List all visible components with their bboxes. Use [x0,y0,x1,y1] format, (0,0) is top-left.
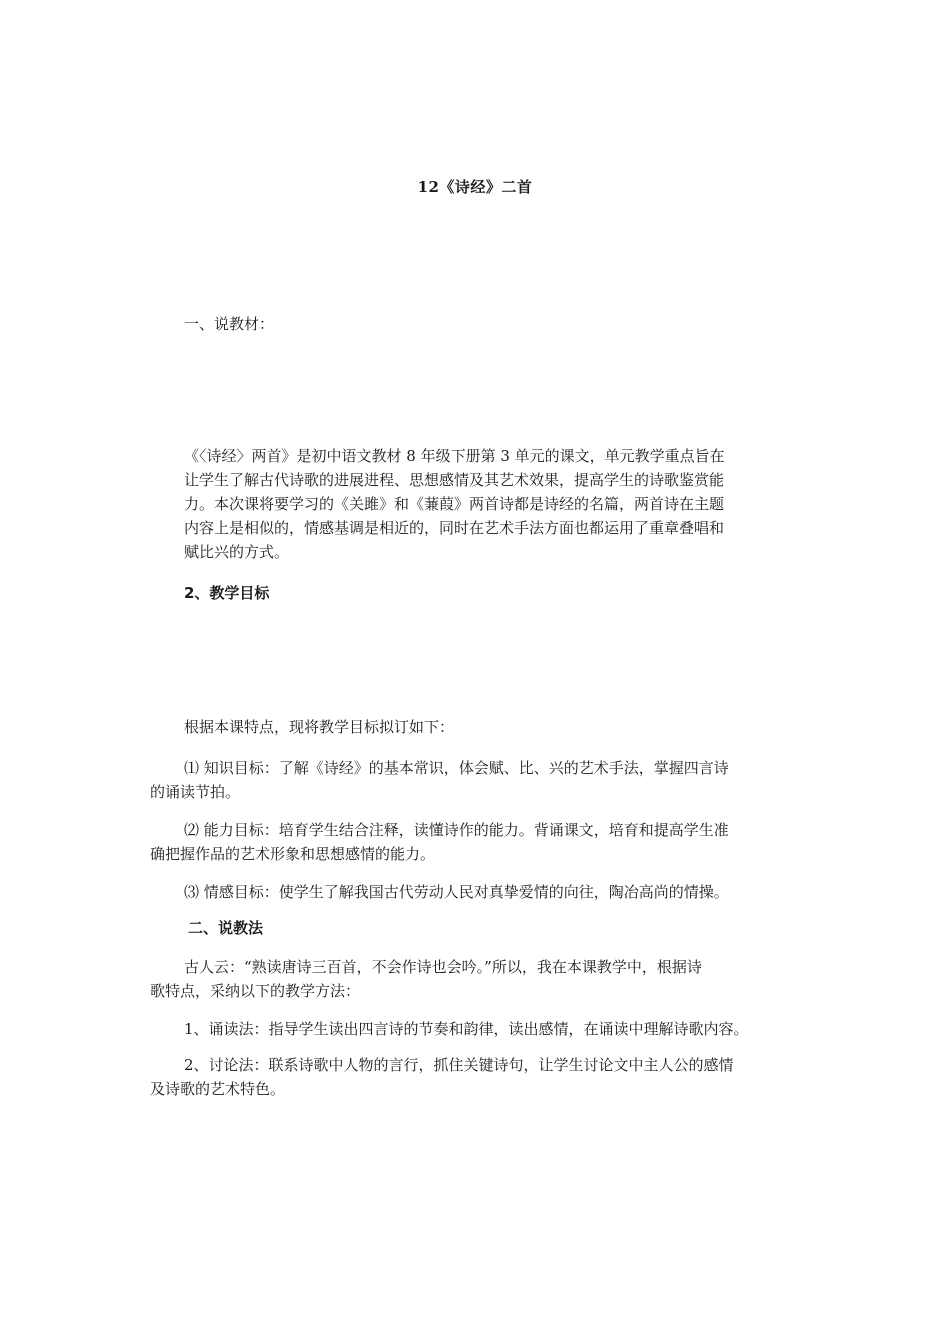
method-intro-line: 古人云：“熟读唐诗三百首，不会作诗也会吟。”所以，我在本课教学中，根据诗 [184,958,702,976]
method-discussion [150,1053,734,1101]
method-intro-line: 歌特点，采纳以下的教学方法： [150,982,361,1000]
method-reading: 1、诵读法：指导学生读出四言诗的节奏和韵律，读出感情，在诵读中理解诗歌内容。 [184,1020,749,1038]
intro-line: 内容上是相似的，情感基调是相近的，同时在艺术手法方面也都运用了重章叠唱和 [184,519,725,537]
goals-lead: 根据本课特点，现将教学目标拟订如下： [184,718,455,736]
section-heading-textbook: 一、说教材： [184,315,275,333]
section-heading-goals: 2、教学目标 [184,584,270,602]
section-heading-methods: 二、说教法 [188,919,264,937]
goal-line: 确把握作品的艺术形象和思想感情的能力。 [150,845,436,863]
goal-line: 的诵读节拍。 [150,783,241,801]
intro-line: 让学生了解古代诗歌的进展进程、思想感情及其艺术效果，提高学生的诗歌鉴赏能 [184,471,725,489]
document-title: 12《诗经》二首 [417,178,533,196]
intro-line: 力。本次课将要学习的《关雎》和《蒹葭》两首诗都是诗经的名篇，两首诗在主题 [184,495,725,513]
goal-ability [150,818,729,866]
intro-paragraph [184,444,725,564]
goal-knowledge [150,756,729,804]
goal-line: ⑴ 知识目标：了解《诗经》的基本常识，体会赋、比、兴的艺术手法，掌握四言诗 [184,759,729,777]
method-line: 2、讨论法：联系诗歌中人物的言行，抓住关键诗句，让学生讨论文中主人公的感情 [184,1056,734,1074]
method-line: 及诗歌的艺术特色。 [150,1080,286,1098]
intro-line: 《〈诗经〉两首》是初中语文教材 8 年级下册第 3 单元的课文，单元教学重点旨在 [184,447,725,465]
method-intro [150,955,702,1003]
goal-emotion: ⑶ 情感目标：使学生了解我国古代劳动人民对真挚爱情的向往，陶冶高尚的情操。 [184,883,729,901]
goal-line: ⑵ 能力目标：培育学生结合注释，读懂诗作的能力。背诵课文，培育和提高学生准 [184,821,729,839]
intro-line: 赋比兴的方式。 [184,543,290,561]
